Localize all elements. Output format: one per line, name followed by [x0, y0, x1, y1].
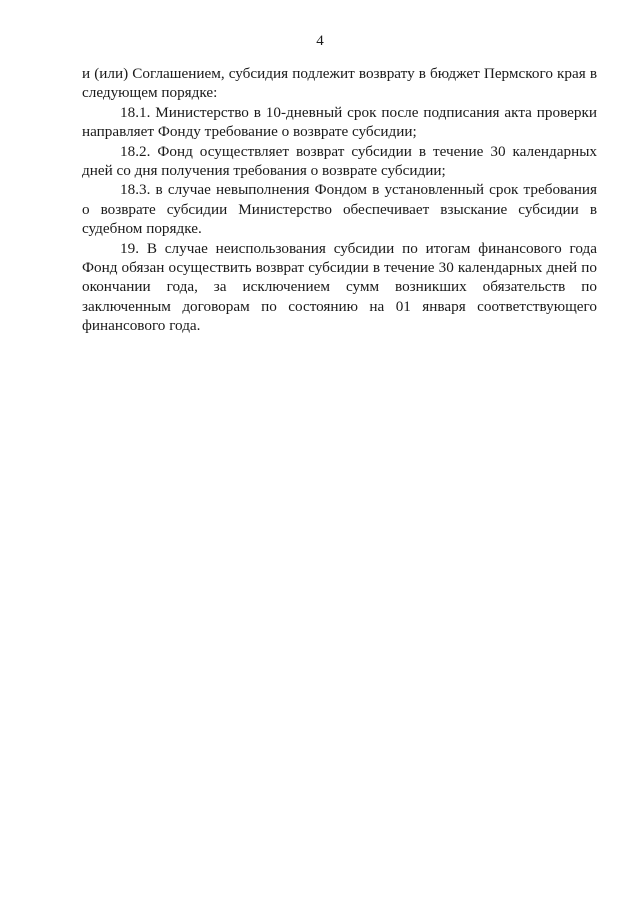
paragraph-continuation: и (или) Соглашением, субсидия подлежит возврату в бюджет Пермского края в следующем порядке:: [82, 65, 597, 102]
paragraph-18-2: 18.2. Фонд осуществляет возврат субсидии в течение 30 календарных дней со дня получения требования о возврате субсидии;: [82, 142, 597, 180]
paragraph-18-3: 18.3. в случае невыполнения Фондом в установленный срок требования о возврате субсидии Министерство обеспечивает взыскание субсидии в судебном порядке.: [82, 181, 597, 238]
paragraph-18-1: 18.1. Министерство в 10-дневный срок после подписания акта проверки направляет Фонду требование о возврате субсидии;: [82, 103, 597, 141]
page-number: 4: [316, 33, 324, 49]
paragraph-19: 19. В случае неиспользования субсидии по итогам финансового года Фонд обязан осуществить возврат субсидии в течение 30 календарных дней по окончании года, за исключением сумм возникших обязательств по заключенным договорам по состоянию на 01 января соответствующего финансового года.: [82, 239, 597, 335]
document-body: [82, 64, 597, 336]
